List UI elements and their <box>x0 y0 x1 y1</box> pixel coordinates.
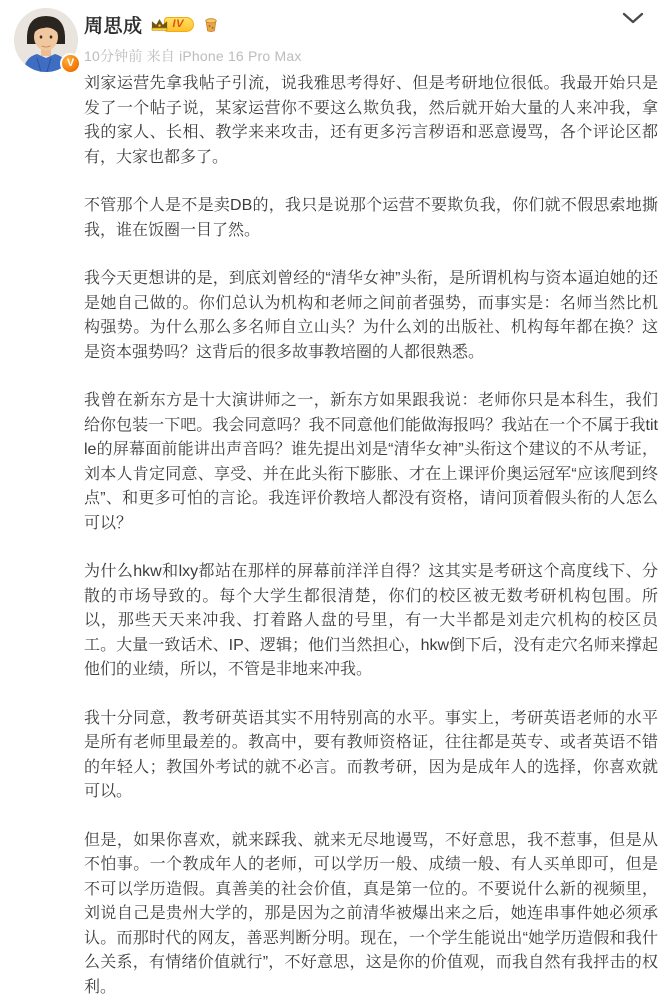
post-paragraph: 我曾在新东方是十大演讲师之一，新东方如果跟我说：老师你只是本科生，我们给你包装一下吧。我会同意吗？我不同意他们能做海报吗？我站在一个不属于我title的屏幕面前能讲出声音吗？谁先提出刘是“清华女神”头衔这个建议的不从考证，刘本人肯定同意、享受、并在此头衔下膨胀、才在上课评价奥运冠军“应该爬到终点”、和更多可怕的言论。我连评价教培人都没有资格，请问顶着假头衔的人怎么可以？ <box>84 392 658 532</box>
vip-level-badge: IV <box>164 17 194 32</box>
post-paragraph: 刘家运营先拿我帖子引流，说我雅思考得好、但是考研地位很低。我最开始只是发了一个帖子说，某家运营你不要这么欺负我，然后就开始大量的人来冲我，拿我的家人、长相、教学来来攻击，还有更多污言秽语和恶意谩骂，各个评论区都有，大家也都多了。 <box>84 75 658 166</box>
post-paragraph: 我十分同意，教考研英语其实不用特别高的水平。事实上，考研英语老师的水平是所有老师里最差的。教高中，要有教师资格证，往往都是英专、或者英语不错的年轻人；教国外考试的就不必言。而教考研，因为是成年人的选择，你喜欢就可以。 <box>84 709 658 800</box>
avatar[interactable] <box>14 8 78 72</box>
username[interactable]: 周思成 <box>84 16 143 37</box>
vip-badge[interactable] <box>150 16 194 33</box>
post-paragraph: 为什么hkw和lxy都站在那样的屏幕前洋洋自得？这其实是考研这个高度线下、分散的市场导致的。每个大学生都很清楚，你们的校区被无数考研机构包围。所以，那些天天来冲我、打着路人盘的号里，有一大半都是刘走穴机构的校区员工。大量一致话术、IP、逻辑；他们当然担心，hkw倒下后，没有走穴名师来撑起他们的业绩，所以，不管是非地来冲我。 <box>84 563 658 678</box>
crown-icon <box>150 17 169 33</box>
verified-badge-icon: V <box>60 53 81 74</box>
post-paragraph: 但是，如果你喜欢，就来踩我、就来无尽地谩骂，不好意思，我不惹事，但是从不怕事。一个教成年人的老师，可以学历一般、成绩一般、有人买单即可，但是不可以学历造假。真善美的社会价值，真是第一位的。不要说什么新的视频里，刘说自己是贵州大学的，那是因为之前清华被爆出来之后，她连串事件她必须承认。而那时代的网友，善恶判断分明。现在，一个学生能说出“她学历造假和我什么关系，有情绪价值就行”，不好意思，这是你的价值观，而我自然有我抨击的权利。 <box>84 831 658 996</box>
post-source: 来自 iPhone 16 Pro Max <box>146 48 302 64</box>
post-header <box>0 0 672 74</box>
header-info <box>84 8 658 66</box>
post-meta <box>84 46 658 66</box>
post-body <box>0 72 672 1000</box>
chevron-down-icon[interactable] <box>620 10 646 26</box>
cup-icon[interactable] <box>204 17 218 33</box>
post-paragraph: 我今天更想讲的是，到底刘曾经的“清华女神”头衔，是所谓机构与资本逼迫她的还是她自己做的。你们总认为机构和老师之间前者强势，而事实是：名师当然比机构强势。为什么那么多名师自立山头？为什么刘的出版社、机构每年都在换？这是资本强势吗？这背后的很多故事教培圈的人都很熟悉。 <box>84 270 658 361</box>
timestamp: 10分钟前 <box>84 48 143 64</box>
post-paragraph: 不管那个人是不是卖DB的，我只是说那个运营不要欺负我，你们就不假思索地撕我，谁在饭圈一目了然。 <box>84 197 658 239</box>
